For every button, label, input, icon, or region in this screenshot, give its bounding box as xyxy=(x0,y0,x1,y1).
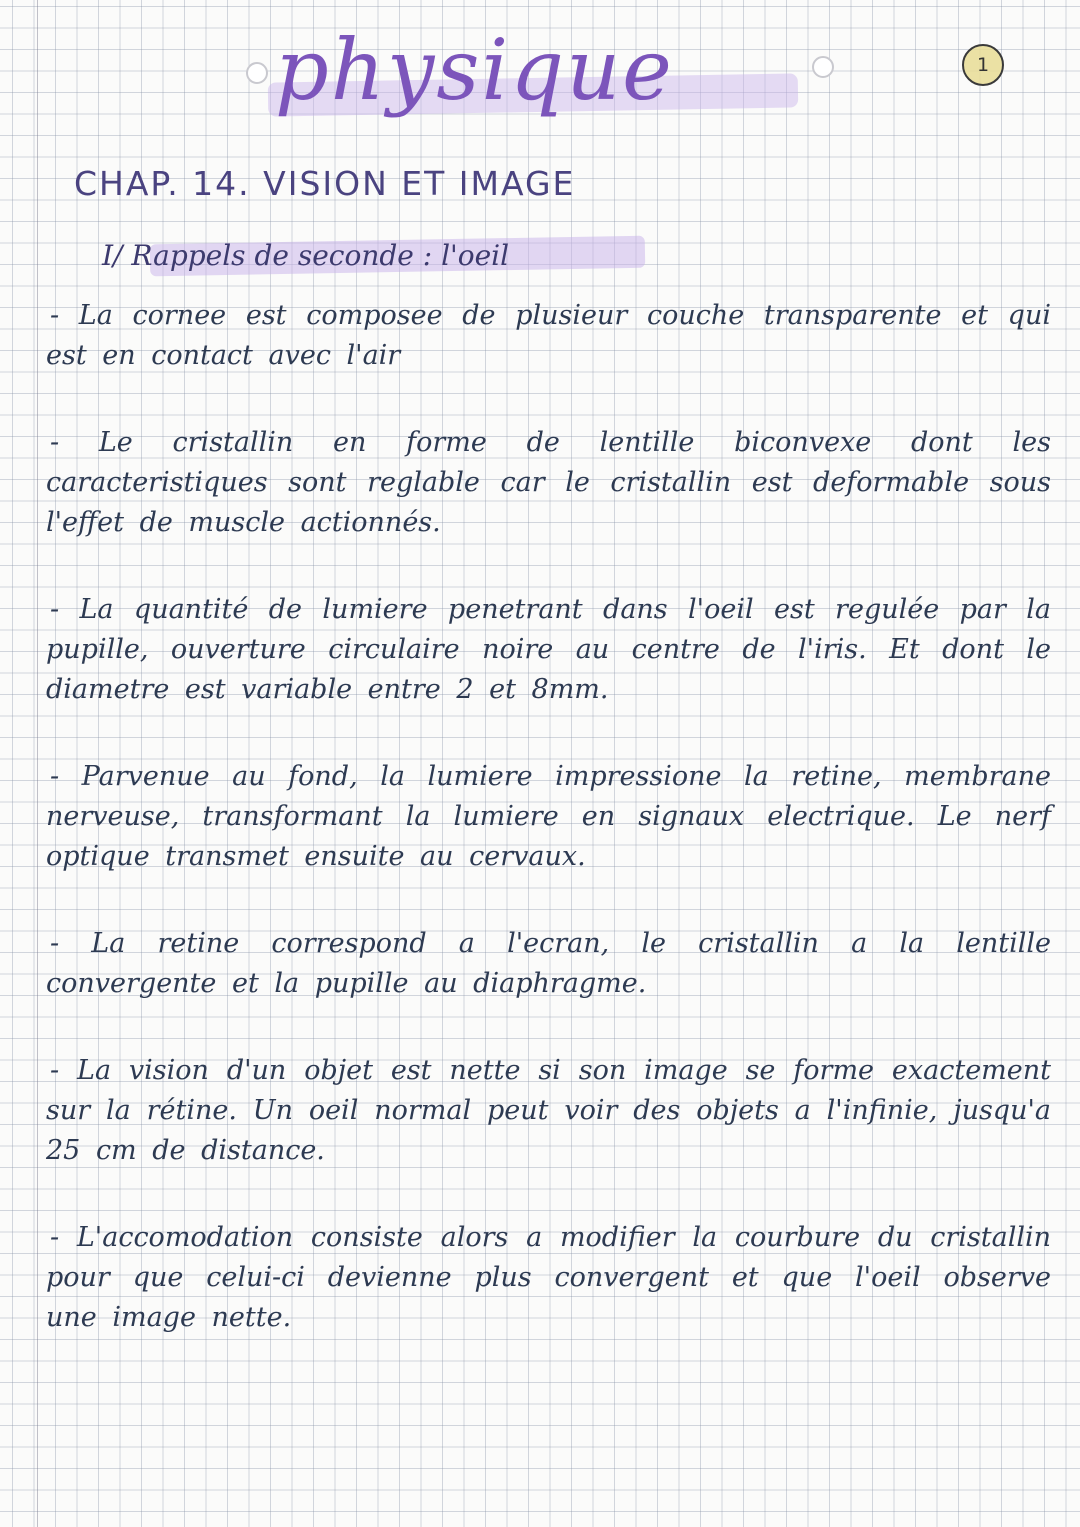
note-text: - La vision d'un objet est nette si son image se forme exactement sur la rétine. Un oeil normal peut voir des objets a l'infinie, jusqu'a 25 cm de distance. xyxy=(46,1055,1051,1166)
note-paragraph-cornea xyxy=(46,296,1051,376)
note-text: - Le cristallin en forme de lentille biconvexe dont les caracteristiques sont reglable car le cristallin est deformable sous l'effet de muscle actionnés. xyxy=(46,427,1051,538)
note-text: - La retine correspond a l'ecran, le cristallin a la lentille convergente et la pupille au diaphragme. xyxy=(46,928,1051,999)
binder-hole-left xyxy=(246,62,268,84)
notes-body xyxy=(46,296,1051,1385)
note-paragraph-accommodation xyxy=(46,1218,1051,1338)
note-paragraph-retina xyxy=(46,757,1051,877)
note-paragraph-pupil xyxy=(46,590,1051,710)
note-text: - La quantité de lumiere penetrant dans l'oeil est regulée par la pupille, ouverture circulaire noire au centre de l'iris. Et dont le diametre est variable entre 2 et 8mm. xyxy=(46,594,1051,705)
note-paragraph-model xyxy=(46,924,1051,1004)
note-text: - L'accomodation consiste alors a modifier la courbure du cristallin pour que celui-ci devienne plus convergent et que l'oeil observe une image nette. xyxy=(46,1222,1051,1333)
chapter-heading: CHAP. 14. VISION ET IMAGE xyxy=(74,164,576,203)
section-heading: I/ Rappels de seconde : l'oeil xyxy=(102,239,510,272)
page-number-badge: 1 xyxy=(962,44,1004,86)
note-text: - Parvenue au fond, la lumiere impressione la retine, membrane nerveuse, transformant la lumiere en signaux electrique. Le nerf optique transmet ensuite au cervaux. xyxy=(46,761,1051,872)
page-title: physique xyxy=(275,21,674,119)
note-paragraph-vision xyxy=(46,1051,1051,1171)
margin-line xyxy=(37,0,38,1527)
note-text: - La cornee est composee de plusieur couche transparente et qui est en contact avec l'air xyxy=(46,300,1051,371)
note-paragraph-crystalline xyxy=(46,423,1051,543)
